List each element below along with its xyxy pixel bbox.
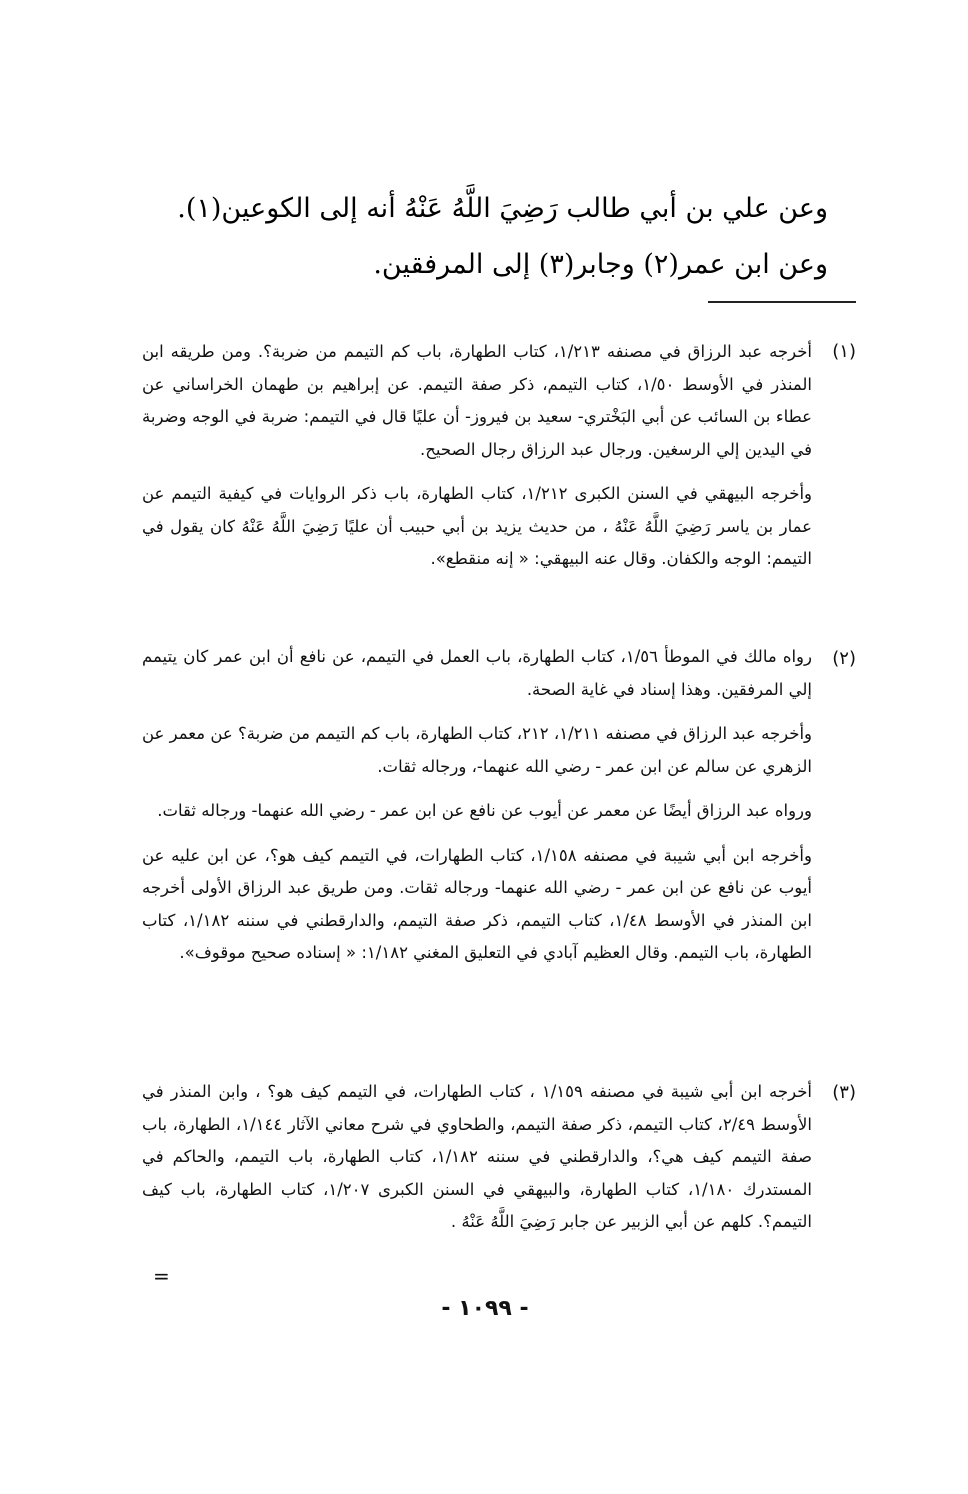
footnote-1-para-1: أخرجه عبد الرزاق في مصنفه ١/٢١٣، كتاب الطهارة، باب كم التيمم من ضربة؟. ومن طريقه ابن المنذر في الأوسط ١/٥٠، كتاب التيمم، ذكر صفة التيمم. عن إبراهيم بن طهمان الخراساني عن عطاء بن السائب عن أبي البَخْتري- سعيد بن فيروز- أن عليًا قال في التيمم: ضربة في الوجه وضربة في اليدين إلي الرسغين. ورجال عبد الرزاق رجال الصحيح. xyxy=(142,342,812,459)
page-number: - ١٠٩٩ - xyxy=(441,1296,529,1321)
footnote-1 xyxy=(142,336,812,576)
footnote-separator xyxy=(708,301,856,303)
footnote-number-1: (١) xyxy=(832,341,856,362)
continuation-mark: = xyxy=(153,1264,170,1288)
footnote-2-para-1: رواه مالك في الموطأ ١/٥٦، كتاب الطهارة، باب العمل في التيمم، عن نافع أن ابن عمر كان يتيمم إلي المرفقين. وهذا إسناد في غاية الصحة. xyxy=(142,647,812,699)
main-text-line-2: وعن ابن عمر(٢) وجابر(٣) إلى المرفقين. xyxy=(373,249,828,280)
footnote-3-para-1: أخرجه ابن أبي شيبة في مصنفه ١/١٥٩ ، كتاب الطهارات، في التيمم كيف هو؟ ، وابن المنذر في الأوسط ٢/٤٩، كتاب التيمم، ذكر صفة التيمم، والطحاوي في شرح معاني الآثار ١/١٤٤، الطهارة، باب صفة التيمم كيف هي؟، والدارقطني في سننه ١/١٨٢، كتاب الطهارة، باب التيمم، والحاكم في المستدرك ١/١٨٠، كتاب الطهارة، والبيهقي في السنن الكبرى ١/٢٠٧، كتاب الطهارة، باب كيف التيمم؟. كلهم عن أبي الزبير عن جابر رَضِيَ اللَّهُ عَنْهُ . xyxy=(142,1082,812,1231)
footnote-number-2: (٢) xyxy=(832,648,856,669)
footnote-1-para-2: وأخرجه البيهقي في السنن الكبرى ١/٢١٢، كتاب الطهارة، باب ذكر الروايات في كيفية التيمم عن عمار بن ياسر رَضِيَ اللَّهُ عَنْهُ ، من حديث يزيد بن أبي حبيب أن عليًا رَضِيَ اللَّهُ عَنْهُ كان يقول في التيمم: الوجه والكفان. وقال عنه البيهقي: « إنه منقطع». xyxy=(142,484,812,568)
footnote-2-para-3: ورواه عبد الرزاق أيضًا عن معمر عن أيوب عن نافع عن ابن عمر - رضي الله عنهما- ورجاله ثقات. xyxy=(157,801,812,820)
footnote-3 xyxy=(142,1076,812,1239)
footnote-2-para-4: وأخرجه ابن أبي شيبة في مصنفه ١/١٥٨، كتاب الطهارات، في التيمم كيف هو؟، عن ابن عليه عن أيوب عن نافع عن ابن عمر - رضي الله عنهما- ورجاله ثقات. ومن طريق عبد الرزاق الأولى أخرجه ابن المنذر في الأوسط ١/٤٨، كتاب التيمم، ذكر صفة التيمم، والدارقطني في سننه ١/١٨٢، كتاب الطهارة، باب التيمم. وقال العظيم آبادي في التعليق المغني ١/١٨٢: « إسناده صحيح موقوف». xyxy=(142,845,812,962)
main-text-line-1: وعن علي بن أبي طالب رَضِيَ اللَّهُ عَنْهُ أنه إلى الكوعين(١). xyxy=(177,193,828,224)
footnote-number-3: (٣) xyxy=(832,1082,856,1103)
footnote-2-para-2: وأخرجه عبد الرزاق في مصنفه ١/٢١١، ٢١٢، كتاب الطهارة، باب كم التيمم من ضربة؟ عن معمر عن الزهري عن سالم عن ابن عمر - رضي الله عنهما-، ورجاله ثقات. xyxy=(142,724,812,776)
footnote-2 xyxy=(142,641,812,970)
